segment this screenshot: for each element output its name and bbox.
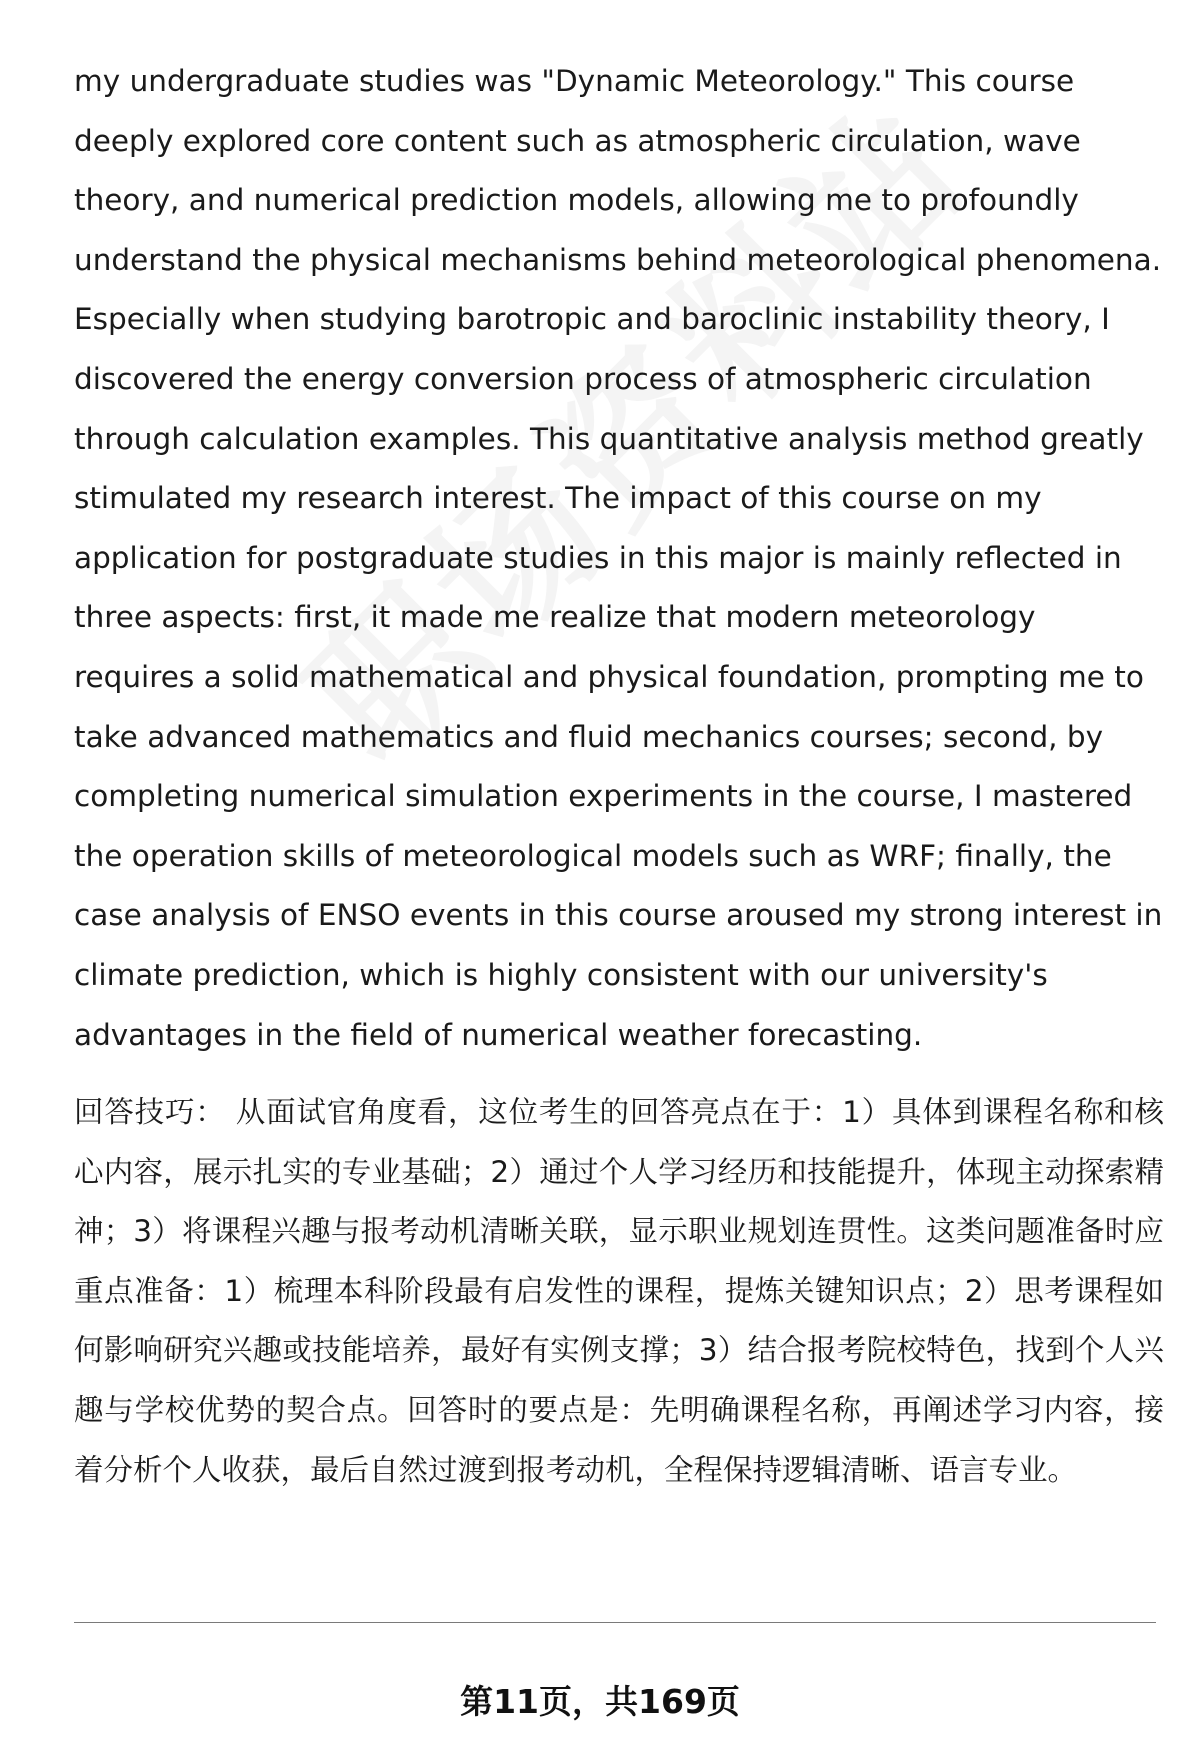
page-content <box>74 52 1164 1500</box>
footer-divider <box>74 1622 1156 1623</box>
answer-paragraph: my undergraduate studies was "Dynamic Meteorology." This course deeply explored core content such as atmospheric circulation, wave theory, and numerical prediction models, allowing me to profoundly understand the physical mechanisms behind meteorological phenomena. Especially when studying barotropic and baroclinic instability theory, I discovered the energy conversion process of atmospheric circulation through calculation examples. This quantitative analysis method greatly stimulated my research interest. The impact of this course on my application for postgraduate studies in this major is mainly reflected in three aspects: first, it made me realize that modern meteorology requires a solid mathematical and physical foundation, prompting me to take advanced mathematics and fluid mechanics courses; second, by completing numerical simulation experiments in the course, I mastered the operation skills of meteorological models such as WRF; finally, the case analysis of ENSO events in this course aroused my strong interest in climate prediction, which is highly consistent with our university's advantages in the field of numerical weather forecasting. <box>74 64 1163 1052</box>
answer-tips-paragraph: 回答技巧： 从面试官角度看，这位考生的回答亮点在于：1）具体到课程名称和核心内容，展示扎实的专业基础；2）通过个人学习经历和技能提升，体现主动探索精神；3）将课程兴趣与报考动机清晰关联，显示职业规划连贯性。这类问题准备时应重点准备：1）梳理本科阶段最有启发性的课程，提炼关键知识点；2）思考课程如何影响研究兴趣或技能培养，最好有实例支撑；3）结合报考院校特色，找到个人兴趣与学校优势的契合点。回答时的要点是：先明确课程名称，再阐述学习内容，接着分析个人收获，最后自然过渡到报考动机，全程保持逻辑清晰、语言专业。 <box>74 1095 1164 1487</box>
page-number: 第11页，共169页 <box>460 1682 740 1721</box>
